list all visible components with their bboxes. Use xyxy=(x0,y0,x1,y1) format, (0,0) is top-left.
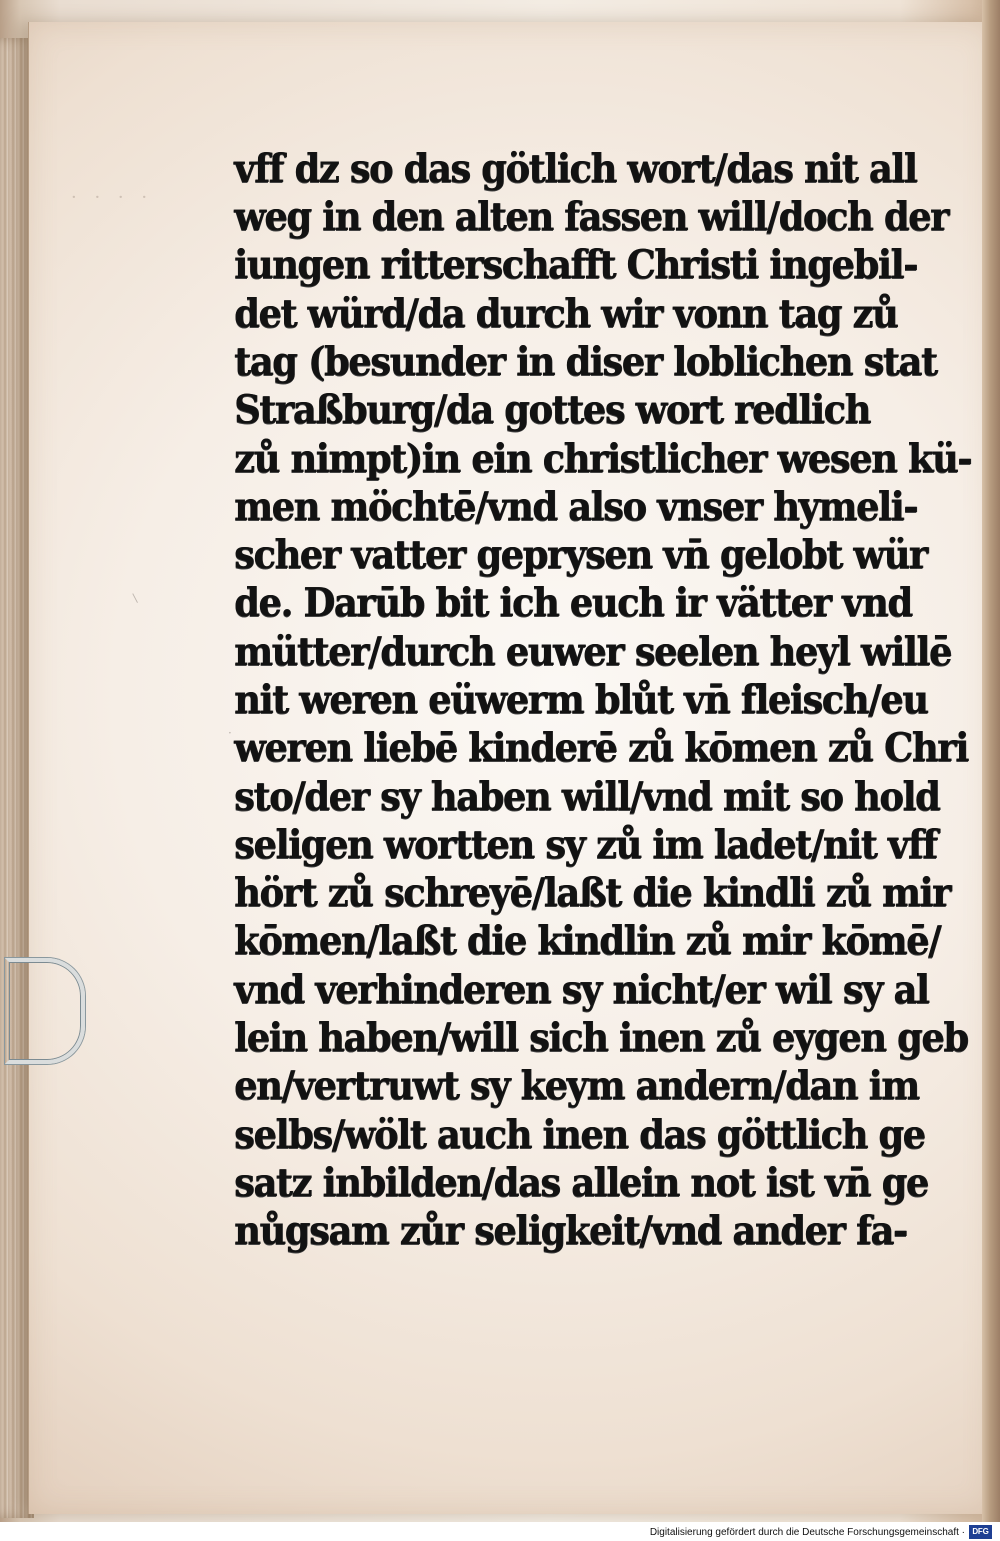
book-right-edge xyxy=(982,0,1000,1522)
text-line: de. Darūb bit ich euch ir vätter vnd xyxy=(234,580,912,626)
paper-clip-icon xyxy=(5,958,85,1064)
text-line: weg in den alten fassen will/doch der xyxy=(234,194,949,240)
dfg-logo: DFG xyxy=(969,1525,992,1539)
text-line: hört zů schreyē/laßt die kindli zů mir xyxy=(234,870,950,916)
text-line: det würd/da durch wir vonn tag zů xyxy=(234,291,898,337)
text-line: sto/der sy haben will/vnd mit so hold xyxy=(234,774,940,820)
text-line: satz inbilden/das allein not ist vn̄ ge xyxy=(234,1160,928,1206)
digitization-credit: Digitalisierung gefördert durch die Deutsche Forschungsgemeinschaft · xyxy=(649,1527,965,1538)
text-line: weren liebē kinderē zů kōmen zů Chri xyxy=(234,725,968,771)
text-line: en/vertruwt sy keym andern/dan im xyxy=(234,1063,919,1109)
text-line: zů nimpt)in ein christlicher wesen kü- xyxy=(234,436,972,482)
ink-speck: · xyxy=(228,726,232,740)
text-line: Straßburg/da gottes wort redlich xyxy=(234,387,870,433)
text-line: iungen ritterschafft Christi ingebil- xyxy=(234,242,917,288)
text-line: vnd verhinderen sy nicht/er wil sy al xyxy=(234,967,929,1013)
text-line: selbs/wölt auch inen das göttlich ge xyxy=(234,1112,925,1158)
text-line: seligen wortten sy zů im ladet/nit vff xyxy=(234,822,937,868)
text-line: nůgsam zůr seligkeit/vnd ander fa- xyxy=(234,1208,907,1254)
bleed-through-ink: · · · · xyxy=(71,187,154,208)
text-line: tag (besunder in diser loblichen stat xyxy=(234,339,937,385)
text-line: kōmen/laßt die kindlin zů mir kōmē/ xyxy=(234,918,941,964)
text-line: mütter/durch euwer seelen heyl willē xyxy=(234,629,951,675)
text-line: men möchtē/vnd also vnser hymeli- xyxy=(234,484,917,530)
text-line: nit weren eüwerm blůt vn̄ fleisch/eu xyxy=(234,677,928,723)
text-line: lein haben/will sich inen zů eygen geb xyxy=(234,1015,968,1061)
text-line: scher vatter geprysen vn̄ gelobt wür xyxy=(234,532,927,578)
paper-scratch: ∕ xyxy=(128,591,142,605)
text-line: vff dz so das götlich wort/das nit all xyxy=(234,146,917,192)
blackletter-text-block xyxy=(234,143,972,1303)
book-page xyxy=(28,22,991,1514)
